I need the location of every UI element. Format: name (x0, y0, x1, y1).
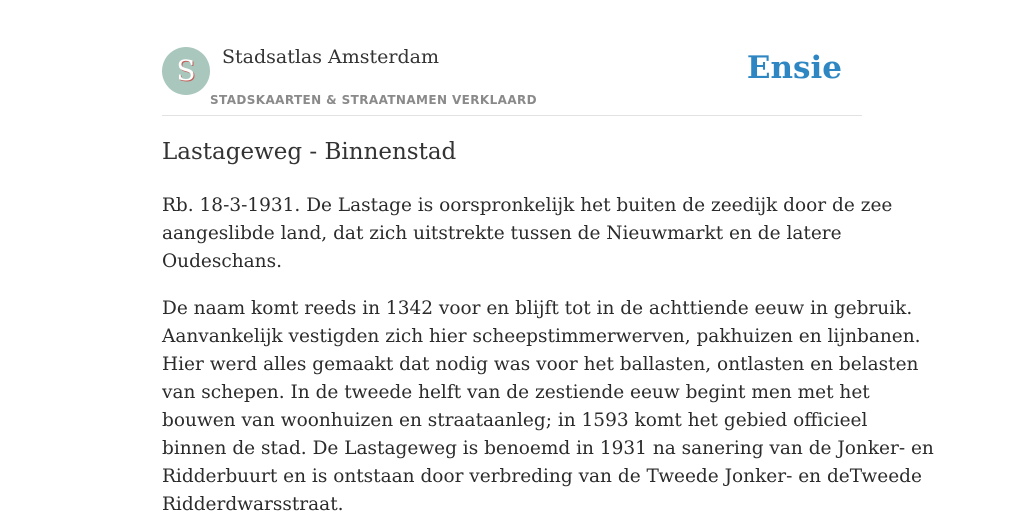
paragraph-line: aangeslibde land, dat zich uitstrekte tussen de Nieuwmarkt en de latere (162, 223, 842, 244)
site-subtitle: STADSKAARTEN & STRAATNAMEN VERKLAARD (210, 93, 538, 107)
paragraph-line: binnen de stad. De Lastageweg is benoemd in 1931 na sanering van de Jonker- en (162, 438, 934, 459)
brand-logo-link[interactable]: Ensie (746, 50, 842, 86)
site-header (162, 0, 862, 116)
paragraph-line: bouwen van woonhuizen en straataanleg; in 1593 komt het gebied officieel (162, 410, 868, 431)
paragraph-line: De naam komt reeds in 1342 voor en blijft tot in de achttiende eeuw in gebruik. (162, 298, 913, 319)
paragraph-line: Rb. 18-3-1931. De Lastage is oorspronkelijk het buiten de zeedijk door de zee (162, 195, 893, 216)
paragraph-line: Ridderbuurt en is ontstaan door verbreding van de Tweede Jonker- en deTweede (162, 466, 922, 487)
article-paragraph (162, 295, 934, 512)
paragraph-line: van schepen. In de tweede helft van de zestiende eeuw begint men met het (162, 382, 870, 403)
paragraph-line: Ridderdwarsstraat. (162, 494, 344, 512)
site-avatar[interactable]: S (162, 47, 210, 95)
page-container (162, 0, 934, 512)
site-title[interactable]: Stadsatlas Amsterdam (222, 46, 440, 68)
paragraph-line: Oudeschans. (162, 251, 282, 272)
article-title: Lastageweg - Binnenstad (162, 139, 457, 165)
article-paragraph (162, 192, 893, 276)
paragraph-line: Aanvankelijk vestigden zich hier scheepstimmerwerven, pakhuizen en lijnbanen. (162, 326, 921, 347)
paragraph-line: Hier werd alles gemaakt dat nodig was voor het ballasten, ontlasten en belasten (162, 354, 919, 375)
